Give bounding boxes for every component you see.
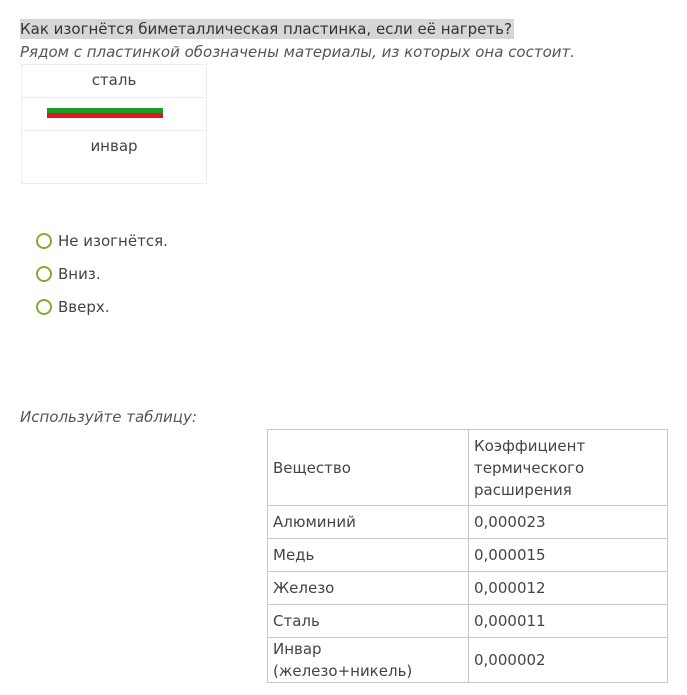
cell-substance: Алюминий (268, 506, 469, 539)
option-down[interactable] (36, 257, 168, 290)
table-hint: Используйте таблицу: (20, 408, 197, 426)
cell-substance: Медь (268, 539, 469, 572)
radio-button-icon[interactable] (36, 233, 52, 249)
cell-coefficient: 0,000023 (469, 506, 668, 539)
table-row (268, 605, 668, 638)
header-substance: Вещество (268, 430, 469, 506)
option-label: Вниз. (58, 264, 101, 283)
cell-coefficient: 0,000002 (469, 638, 668, 683)
cell-coefficient: 0,000011 (469, 605, 668, 638)
question-hint: Рядом с пластинкой обозначены материалы, из которых она состоит. (20, 43, 576, 61)
question-title: Как изогнётся биметаллическая пластинка, если её нагреть? (20, 20, 512, 38)
header-coefficient: Коэффициент термического расширения (469, 430, 668, 506)
table-row (268, 572, 668, 605)
plate-label-invar: инвар (90, 137, 138, 155)
option-label: Не изогнётся. (58, 231, 168, 250)
table-header-row (268, 430, 668, 506)
cell-substance: Сталь (268, 605, 469, 638)
plate-strip-row (22, 98, 206, 131)
cell-coefficient: 0,000012 (469, 572, 668, 605)
table-row (268, 638, 668, 683)
cell-coefficient: 0,000015 (469, 539, 668, 572)
expansion-coefficient-table (267, 429, 668, 683)
plate-label-steel: сталь (22, 65, 206, 98)
option-not-bend[interactable] (36, 224, 168, 257)
cell-substance: Железо (268, 572, 469, 605)
radio-button-icon[interactable] (36, 299, 52, 315)
cell-substance: Инвар (железо+никель) (268, 638, 469, 683)
bimetal-strip (47, 108, 163, 118)
strip-layer-bottom (47, 113, 163, 118)
table-row (268, 506, 668, 539)
radio-button-icon[interactable] (36, 266, 52, 282)
bimetal-plate-figure (21, 64, 207, 184)
answer-options (36, 224, 168, 323)
option-up[interactable] (36, 290, 168, 323)
table-row (268, 539, 668, 572)
option-label: Вверх. (58, 297, 110, 316)
